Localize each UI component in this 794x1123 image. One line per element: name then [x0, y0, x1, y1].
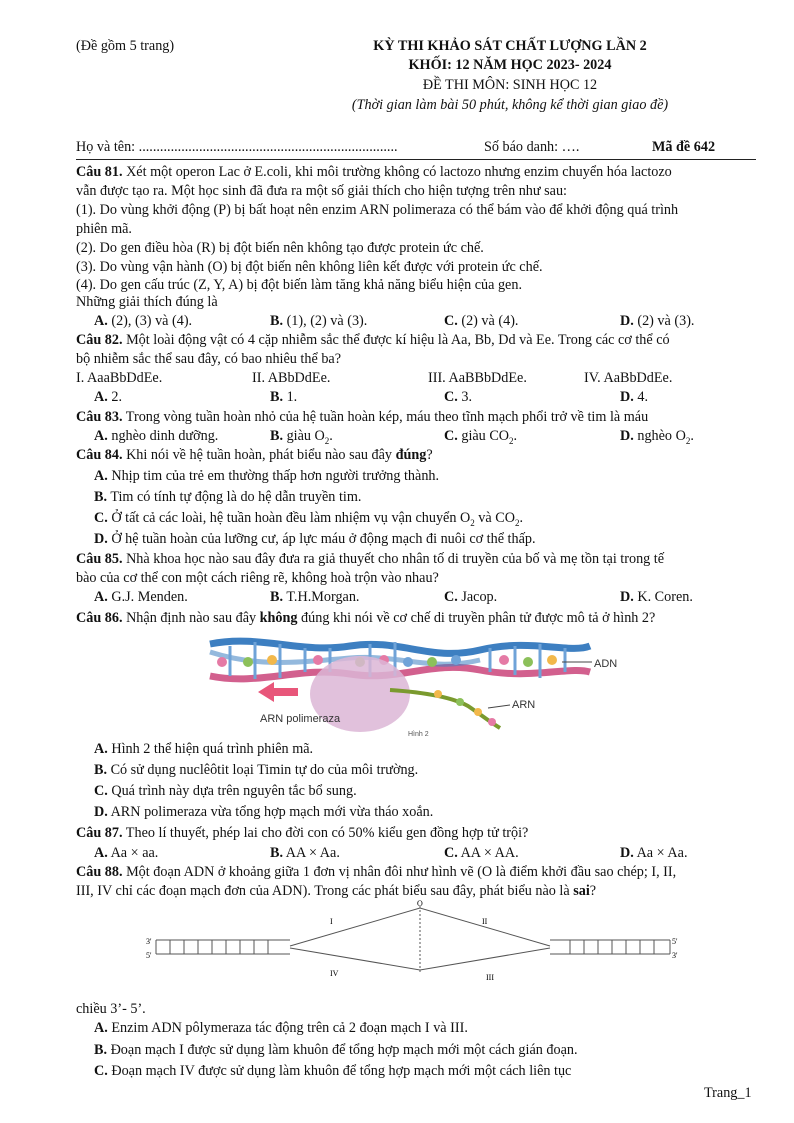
- q82-option-c[interactable]: C. 3.: [444, 389, 472, 405]
- origin-label: O: [417, 900, 423, 908]
- q87-option-d[interactable]: D. Aa × Aa.: [620, 845, 688, 861]
- q83-option-d[interactable]: D. nghèo $O_2$.: [620, 428, 694, 446]
- exam-time: (Thời gian làm bài 50 phút, không kể thời gian giao đề): [351, 97, 669, 113]
- arn-leader-line: [488, 705, 510, 708]
- replication-bubble-figure: [140, 900, 700, 992]
- q81-line2: vẫn được tạo ra. Một học sinh đã đưa ra một số giải thích cho hiện tượng trên như sau:: [76, 183, 567, 199]
- q84-option-d[interactable]: D. Ở hệ tuần hoàn của lưỡng cư, áp lực máu ở động mạch đi nuôi cơ thể thấp.: [94, 531, 536, 547]
- label-arn-polimeraza: ARN polimeraza: [260, 713, 341, 725]
- q81-ask: Những giải thích đúng là: [76, 294, 218, 310]
- q81-statement-1: (1). Do vùng khởi động (P) bị bất hoạt nên enzim ARN polimeraza có thể bám vào để khởi động quá trình: [76, 202, 679, 218]
- q88-line2: III, IV chỉ các đoạn mạch đơn của ADN). Trong các phát biểu sau đây, phát biểu nào là sai?: [76, 883, 597, 899]
- exam-grade-year: KHỐI: 12 NĂM HỌC 2023- 2024: [408, 57, 612, 73]
- q82-item-2: II. ABbDdEe.: [252, 370, 331, 386]
- q88-line1: Câu 88. Một đoạn ADN ở khoảng giữa 1 đơn vị nhân đôi như hình vẽ (O là điểm khởi đầu sao chép; I, II,: [76, 864, 677, 880]
- q88-line3: chiều 3’- 5’.: [76, 1001, 146, 1017]
- direction-arrow-icon: [258, 682, 298, 702]
- q83-option-c[interactable]: C. giàu $CO_2$.: [444, 428, 518, 446]
- segment-iv-label: IV: [330, 969, 339, 978]
- q82-item-3: III. AaBBbDdEe.: [428, 370, 527, 386]
- q82-item-1: I. AaaBbDdEe.: [76, 370, 163, 386]
- q84-line1: Câu 84. Khi nói về hệ tuần hoàn, phát biểu nào sau đây đúng?: [76, 447, 433, 463]
- q86-option-d[interactable]: D. ARN polimeraza vừa tổng hợp mạch mới vừa tháo xoắn.: [94, 804, 434, 820]
- label-adn: ADN: [594, 658, 618, 670]
- figure-caption: Hình 2: [408, 731, 429, 738]
- left-3-prime-label: 3': [146, 937, 152, 946]
- exam-code: Mã đề 642: [652, 139, 716, 155]
- q88-option-b[interactable]: B. Đoạn mạch I được sử dụng làm khuôn để tổng hợp mạch mới một cách gián đoạn.: [94, 1042, 578, 1058]
- q83-line1: Câu 83. Trong vòng tuần hoàn nhỏ của hệ tuần hoàn kép, máu theo tĩnh mạch phổi trở về tim là máu: [76, 409, 649, 425]
- q85-line2: bào của cơ thể con một cách riêng rẽ, không hoà trộn vào nhau?: [76, 570, 439, 586]
- header-divider: [76, 159, 756, 160]
- q82-item-4: IV. AaBbDdEe.: [584, 370, 673, 386]
- segment-iii-label: III: [486, 973, 494, 982]
- q81-line1: Câu 81. Xét một operon Lac ở E.coli, khi môi trường không có lactozo nhưng enzim chuyển hóa lactozo: [76, 164, 672, 180]
- label-arn: ARN: [512, 699, 536, 711]
- q81-option-b[interactable]: B. (1), (2) và (3).: [270, 313, 368, 329]
- q85-option-c[interactable]: C. Jacop.: [444, 589, 498, 605]
- q82-option-a[interactable]: A. 2.: [94, 389, 122, 405]
- q82-option-b[interactable]: B. 1.: [270, 389, 298, 405]
- q85-line1: Câu 85. Nhà khoa học nào sau đây đưa ra giả thuyết cho nhân tố di truyền của bố và mẹ tồn tại trong tế: [76, 551, 665, 567]
- q86-option-a[interactable]: A. Hình 2 thể hiện quá trình phiên mã.: [94, 741, 314, 757]
- q88-option-c[interactable]: C. Đoạn mạch IV được sử dụng làm khuôn để tổng hợp mạch mới một cách liên tục: [94, 1063, 572, 1079]
- q85-option-a[interactable]: A. G.J. Menden.: [94, 589, 188, 605]
- q85-option-d[interactable]: D. K. Coren.: [620, 589, 693, 605]
- q84-option-b[interactable]: B. Tim có tính tự động là do hệ dẫn truyền tim.: [94, 489, 362, 505]
- q81-statement-2: (2). Do gen điều hòa (R) bị đột biến nên không tạo được protein ức chế.: [76, 240, 484, 256]
- q81-statement-3: (3). Do vùng vận hành (O) bị đột biến nên không liên kết được với protein ức chế.: [76, 259, 543, 275]
- q81-option-a[interactable]: A. (2), (3) và (4).: [94, 313, 193, 329]
- q82-line2: bộ nhiễm sắc thể sau đây, có bao nhiêu thể ba?: [76, 351, 342, 367]
- q84-option-a[interactable]: A. Nhịp tim của trẻ em thường thấp hơn người trưởng thành.: [94, 468, 440, 484]
- left-5-prime-label: 5': [146, 951, 152, 960]
- q83-option-b[interactable]: B. giàu $O_2$.: [270, 428, 333, 446]
- q85-option-b[interactable]: B. T.H.Morgan.: [270, 589, 360, 605]
- q84-option-c[interactable]: C. Ở tất cả các loài, hệ tuần hoàn đều làm nhiệm vụ vận chuyển $O_2$ và $CO_2$.: [94, 510, 523, 528]
- q81-option-d[interactable]: D. (2) và (3).: [620, 313, 695, 329]
- segment-i-label: I: [330, 917, 333, 926]
- page-number: Trang_1: [704, 1085, 752, 1101]
- student-id-label: Số báo danh: ….: [484, 139, 580, 155]
- q88-option-a[interactable]: A. Enzim ADN pôlymeraza tác động trên cả 2 đoạn mạch I và III.: [94, 1020, 468, 1036]
- transcription-figure: [200, 632, 630, 740]
- q82-option-d[interactable]: D. 4.: [620, 389, 648, 405]
- q82-line1: Câu 82. Một loài động vật có 4 cặp nhiễm sắc thể được kí hiệu là Aa, Bb, Dd và Ee. Trong các cơ thể có: [76, 332, 670, 348]
- right-3-prime-label: 3': [672, 951, 678, 960]
- name-field-label: Họ và tên: .........................................................................: [76, 139, 398, 155]
- q87-option-a[interactable]: A. Aa × aa.: [94, 845, 159, 861]
- q83-option-a[interactable]: A. nghèo dinh dưỡng.: [94, 428, 219, 444]
- q81-statement-4: (4). Do gen cấu trúc (Z, Y, A) bị đột biến làm tăng khả năng biểu hiện của gen.: [76, 277, 522, 293]
- q81-option-c[interactable]: C. (2) và (4).: [444, 313, 519, 329]
- q81-statement-1b: phiên mã.: [76, 221, 132, 237]
- q87-line1: Câu 87. Theo lí thuyết, phép lai cho đời con có 50% kiểu gen đồng hợp tử trội?: [76, 825, 529, 841]
- pages-note: (Đề gồm 5 trang): [76, 38, 175, 54]
- exam-title: KỲ THI KHẢO SÁT CHẤT LƯỢNG LẦN 2: [373, 38, 647, 54]
- q86-option-c[interactable]: C. Quá trình này dựa trên nguyên tắc bổ sung.: [94, 783, 357, 799]
- q86-option-b[interactable]: B. Có sử dụng nuclêôtit loại Timin tự do của môi trường.: [94, 762, 419, 778]
- right-5-prime-label: 5': [672, 937, 678, 946]
- dna-strand-top: [210, 641, 590, 653]
- segment-ii-label: II: [482, 917, 488, 926]
- q87-option-c[interactable]: C. AA × AA.: [444, 845, 519, 861]
- q87-option-b[interactable]: B. AA × Aa.: [270, 845, 340, 861]
- q86-line1: Câu 86. Nhận định nào sau đây không đúng khi nói về cơ chế di truyền phân tử được mô tả ở hình 2?: [76, 610, 656, 626]
- exam-subject: ĐỀ THI MÔN: SINH HỌC 12: [422, 77, 598, 93]
